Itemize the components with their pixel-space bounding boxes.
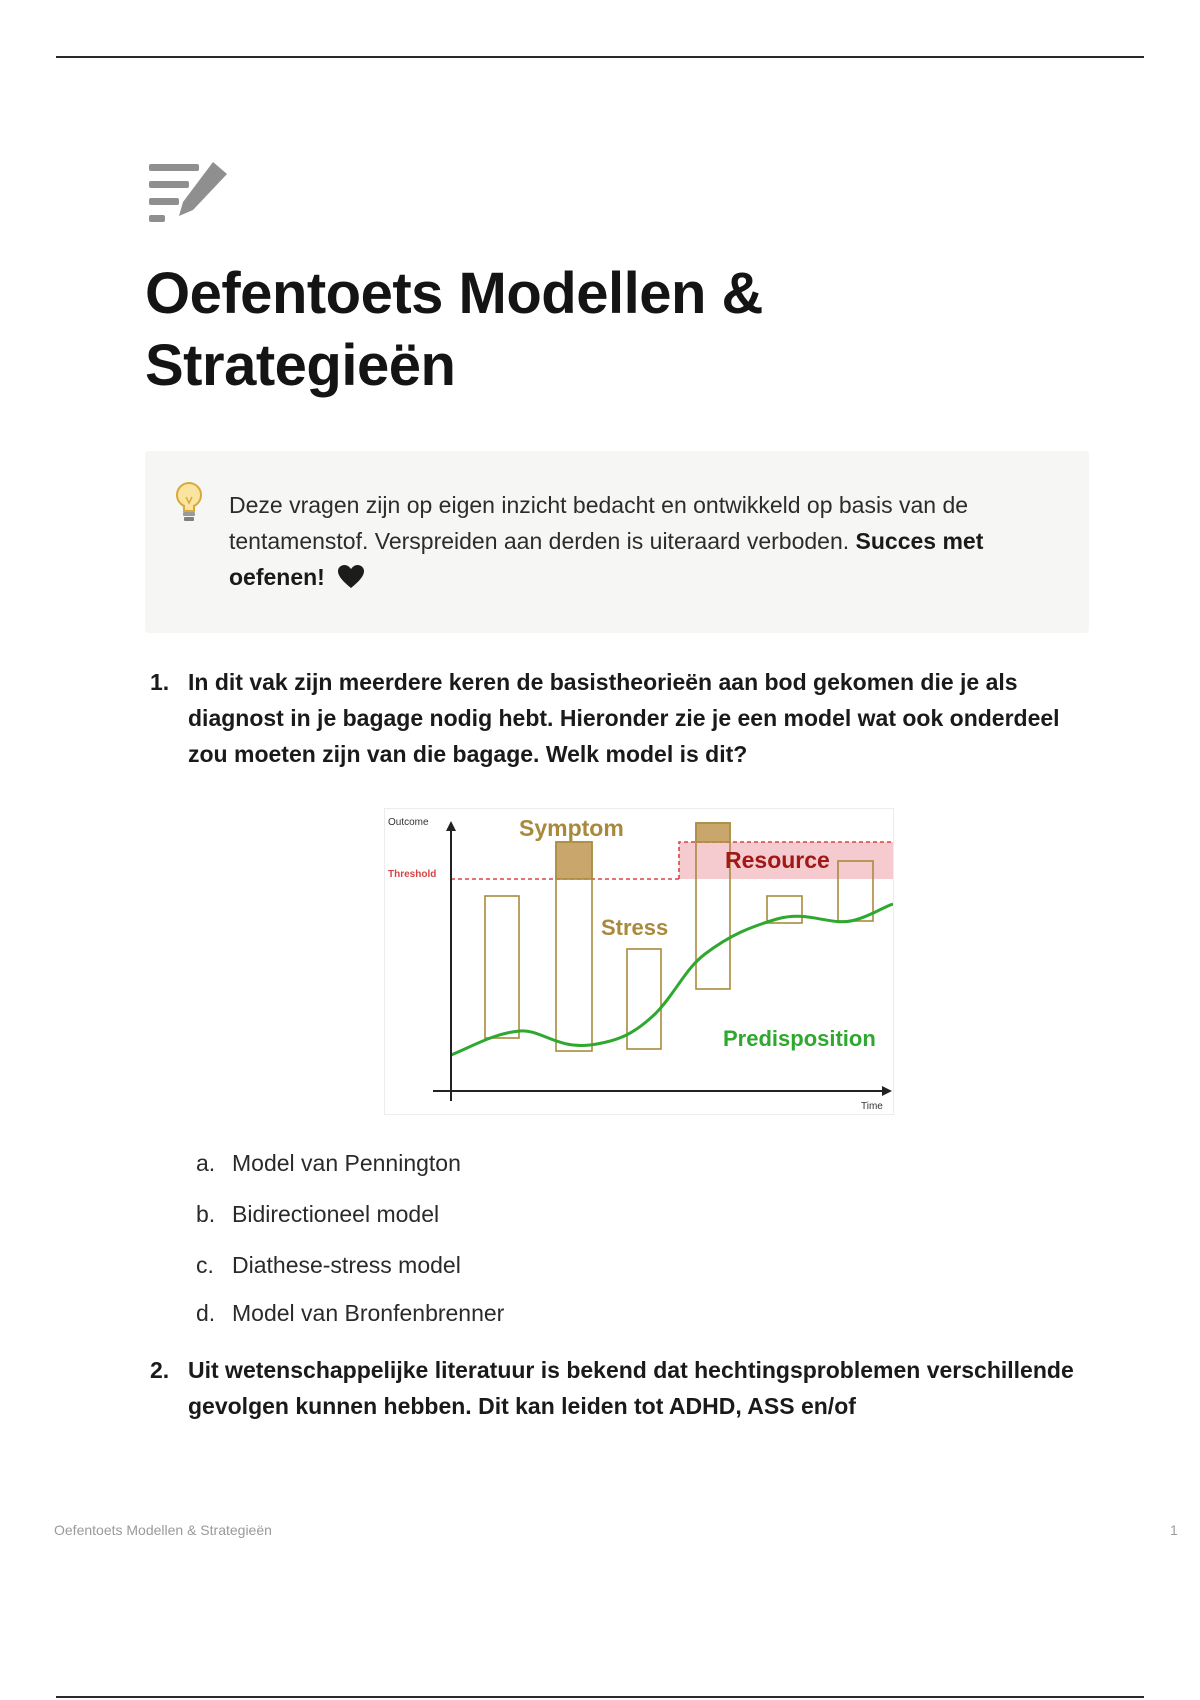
top-rule <box>56 56 1144 58</box>
x-axis-label: Time <box>861 1101 883 1112</box>
symptom-fill <box>556 842 592 879</box>
option-letter: a. <box>196 1150 216 1176</box>
footer-title: Oefentoets Modellen & Strategieën <box>54 1522 272 1538</box>
question-text: Uit wetenschappelijke literatuur is bekend dat hechtingsproblemen verschillende gevolgen kunnen hebben. Dit kan leiden tot ADHD, ASS en/of <box>188 1357 1074 1419</box>
question-1 <box>150 664 1110 774</box>
stress-label: Stress <box>601 915 669 940</box>
lightbulb-icon <box>173 481 205 525</box>
option-text: Bidirectioneel model <box>232 1201 440 1227</box>
answer-option-a <box>196 1147 461 1179</box>
callout-text <box>229 487 1069 595</box>
bottom-rule <box>56 1696 1144 1698</box>
answer-option-c <box>196 1249 461 1281</box>
page-pencil-icon <box>147 160 237 224</box>
option-text: Diathese-stress model <box>232 1252 461 1278</box>
footer-page-number: 1 <box>1170 1522 1178 1538</box>
answer-option-b <box>196 1198 439 1230</box>
option-text: Model van Pennington <box>232 1150 461 1176</box>
black-heart-icon <box>337 564 365 590</box>
callout-body: Deze vragen zijn op eigen inzicht bedacht en ontwikkeld op basis van de tentamenstof. Verspreiden aan derden is uiteraard verboden. <box>229 492 969 554</box>
predisposition-label: Predisposition <box>723 1026 876 1051</box>
question-number: 1. <box>150 669 170 695</box>
threshold-label: Threshold <box>388 869 437 880</box>
question-text: In dit vak zijn meerdere keren de basistheorieën aan bod gekomen die je als diagnost in je bagage nodig hebt. Hieronder zie je een model wat ook onderdeel zou moeten zijn van die bagage. Welk model is dit? <box>188 669 1060 767</box>
y-axis-label: Outcome <box>388 817 429 828</box>
option-text: Model van Bronfenbrenner <box>232 1300 505 1326</box>
stress-bar <box>485 896 519 1038</box>
info-callout <box>145 451 1089 633</box>
stress-bar <box>627 949 661 1049</box>
option-letter: d. <box>196 1300 216 1326</box>
option-letter: c. <box>196 1252 214 1278</box>
symptom-label: Symptom <box>519 815 624 841</box>
question-number: 2. <box>150 1357 170 1383</box>
question-2 <box>150 1352 1110 1426</box>
resource-label: Resource <box>725 847 830 873</box>
page-title: Oefentoets Modellen & Strategieën <box>145 261 763 398</box>
callout-bold: Succes met oefenen! <box>229 528 984 590</box>
option-letter: b. <box>196 1201 216 1227</box>
y-axis-arrow <box>446 821 456 831</box>
symptom-fill <box>696 823 730 842</box>
x-axis-arrow <box>882 1086 892 1096</box>
answer-option-d <box>196 1297 504 1329</box>
diathesis-stress-figure <box>384 808 894 1115</box>
